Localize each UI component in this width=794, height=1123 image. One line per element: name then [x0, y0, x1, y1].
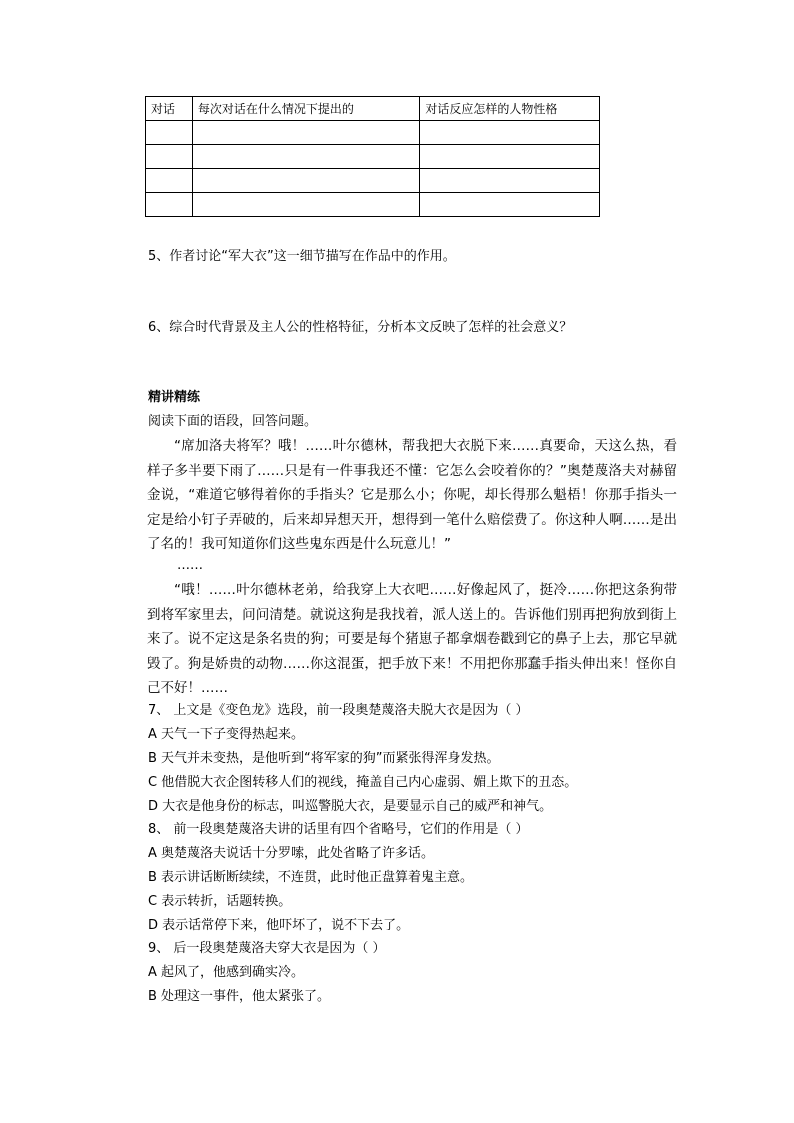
table-header-row [146, 97, 600, 121]
passage-ellipsis: …… [177, 558, 203, 573]
table-cell[interactable] [420, 145, 600, 169]
question-8-option-d: D 表示话常停下来，他吓坏了，说不下去了。 [148, 918, 410, 933]
question-7-option-c: C 他借脱大衣企图转移人们的视线，掩盖自己内心虚弱、媚上欺下的丑态。 [148, 775, 578, 790]
question-8-option-a: A 奥楚蔑洛夫说话十分罗嗦，此处省略了许多话。 [148, 846, 435, 861]
table-cell[interactable] [192, 169, 419, 193]
table-cell[interactable] [420, 121, 600, 145]
passage-2-text: “哦！……叶尔德林老弟，给我穿上大衣吧……好像起风了，挺冷……你把这条狗带到将军家里去，问问清楚。就说这狗是我找着，派人送上的。告诉他们别再把狗放到街上来了。说不定这是条名贵的狗；可要是每个猪崽子都拿烟卷戳到它的鼻子上去，那它早就毁了。狗是娇贵的动物……你这混蛋，把手放下来！不用把你那蠢手指头伸出来！怪你自己不好！…… [147, 582, 677, 696]
question-9-option-a: A 起风了，他感到确实冷。 [148, 965, 305, 980]
question-7-stem: 7、 上文是《变色龙》选段，前一段奥楚蔑洛夫脱大衣是因为（ ） [148, 703, 529, 718]
question-8-option-c: C 表示转折，话题转换。 [148, 894, 292, 909]
passage-1 [147, 434, 677, 557]
table-row [146, 169, 600, 193]
passage-2 [147, 578, 677, 701]
question-8-stem: 8、 前一段奥楚蔑洛夫讲的话里有四个省略号，它们的作用是（ ） [148, 822, 529, 837]
table-cell[interactable] [420, 169, 600, 193]
table-row [146, 121, 600, 145]
section-title: 精讲精练 [148, 390, 201, 405]
table-cell[interactable] [146, 193, 193, 217]
dialogue-analysis-table [145, 96, 600, 217]
passage-1-text: “席加洛夫将军？哦！……叶尔德林，帮我把大衣脱下来……真要命，天这么热，看样子多半要下雨了……只是有一件事我还不懂：它怎么会咬着你的？”奥楚蔑洛夫对赫留金说，“难道它够得着你的手指头？它是那么小；你呢，却长得那么魁梧！你那手指头一定是给小钉子弄破的，后来却异想天开，想得到一笔什么赔偿费了。你这种人啊……是出了名的！我可知道你们这些鬼东西是什么玩意儿！” [147, 438, 677, 552]
question-8-option-b: B 表示讲话断断续续，不连贯，此时他正盘算着鬼主意。 [148, 870, 474, 885]
table-cell[interactable] [420, 193, 600, 217]
table-cell[interactable] [146, 169, 193, 193]
table-cell[interactable] [192, 193, 419, 217]
table-row [146, 145, 600, 169]
table-cell[interactable] [146, 145, 193, 169]
table-header-cell: 对话反应怎样的人物性格 [420, 97, 600, 121]
question-7-option-b: B 天气并未变热，是他听到“将军家的狗”而紧张得浑身发热。 [148, 751, 500, 766]
table-cell[interactable] [146, 121, 193, 145]
question-5: 5、作者讨论“军大衣”这一细节描写在作品中的作用。 [148, 249, 456, 264]
table-header-cell: 对话 [146, 97, 193, 121]
question-9-option-b: B 处理这一事件，他太紧张了。 [148, 989, 331, 1004]
section-instruction: 阅读下面的语段，回答问题。 [148, 414, 318, 429]
question-9-stem: 9、 后一段奥楚蔑洛夫穿大衣是因为（ ） [148, 941, 386, 956]
table-cell[interactable] [192, 121, 419, 145]
question-7-option-d: D 大衣是他身份的标志，叫巡警脱大衣，是要显示自己的威严和神气。 [148, 799, 553, 814]
question-6: 6、综合时代背景及主人公的性格特征，分析本文反映了怎样的社会意义？ [148, 320, 573, 335]
question-7-option-a: A 天气一下子变得热起来。 [148, 727, 305, 742]
table-header-cell: 每次对话在什么情况下提出的 [192, 97, 419, 121]
table-row [146, 193, 600, 217]
table-cell[interactable] [192, 145, 419, 169]
